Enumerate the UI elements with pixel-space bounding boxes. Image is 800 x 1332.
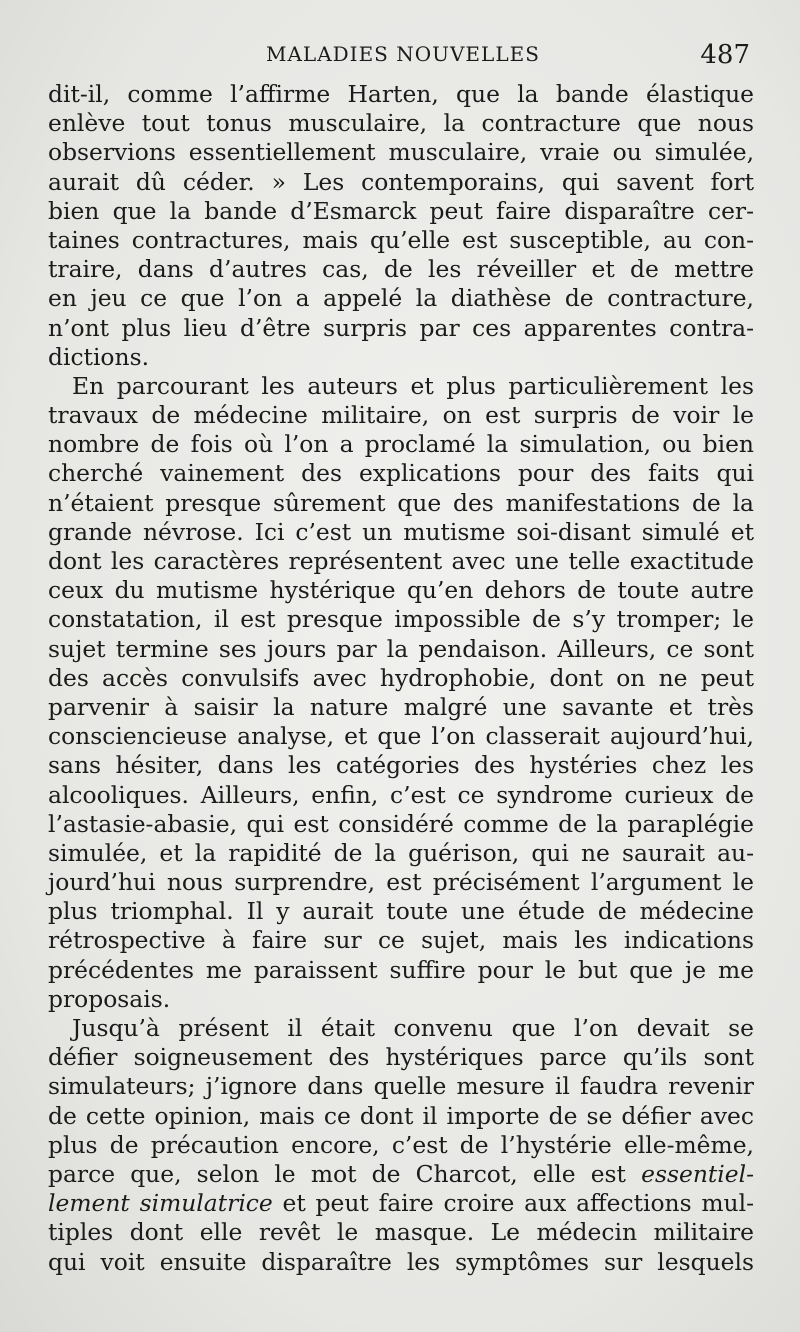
line-text: aurait dû céder. » Les contemporains, qui savent fort	[48, 167, 754, 196]
line-text: dictions.	[48, 342, 150, 371]
text-line	[48, 1160, 754, 1189]
text-line	[48, 401, 754, 430]
line-text: sans hésiter, dans les catégories des hystéries chez les	[48, 751, 754, 780]
text-line	[48, 430, 754, 459]
italic-text: essentiel-	[641, 1159, 754, 1188]
text-line	[48, 109, 754, 138]
line-text: proposais.	[48, 984, 171, 1013]
text-line	[48, 956, 754, 985]
text-line	[48, 1248, 754, 1277]
line-text: dont les caractères représentent avec une telle exactitude	[48, 547, 754, 575]
text-line	[48, 255, 754, 284]
line-text: enlève tout tonus musculaire, la contracture que nous	[48, 109, 754, 138]
line-text: tiples dont elle revêt le masque. Le médecin militaire	[48, 1218, 754, 1247]
text-line	[48, 1218, 754, 1247]
line-text: traire, dans d’autres cas, de les réveiller et de mettre	[48, 255, 754, 284]
text-line	[48, 926, 754, 955]
text-line	[48, 168, 754, 197]
text-line	[48, 839, 754, 868]
line-text: alcooliques. Ailleurs, enfin, c’est ce syndrome curieux de	[48, 780, 754, 809]
text-line	[48, 985, 754, 1014]
text-line	[48, 1189, 754, 1218]
text-line	[48, 868, 754, 897]
text-line	[48, 343, 754, 372]
text-line	[48, 197, 754, 226]
line-text: Jusqu’à présent il était convenu que l’on devait se	[72, 1014, 754, 1042]
line-text: plus de précaution encore, c’est de l’hystérie elle-même,	[48, 1130, 754, 1159]
line-text: défier soigneusement des hystériques parce qu’ils sont	[48, 1043, 754, 1072]
text-line	[48, 80, 754, 109]
text-line	[48, 576, 754, 605]
line-text: observions essentiellement musculaire, vraie ou simulée,	[48, 138, 754, 167]
text-line	[48, 810, 754, 839]
line-text: l’astasie-abasie, qui est considéré comme de la paraplégie	[48, 809, 754, 838]
text-line	[48, 518, 754, 547]
line-text: parvenir à saisir la nature malgré une savante et très	[48, 692, 754, 721]
text-line	[48, 781, 754, 810]
text-line	[48, 314, 754, 343]
line-text: travaux de médecine militaire, on est surpris de voir le	[48, 401, 754, 430]
line-text: En parcourant les auteurs et plus particulièrement les	[72, 371, 754, 400]
text-line	[48, 372, 754, 401]
page-number: 487	[700, 40, 750, 70]
line-text: et peut faire croire aux affections mul-	[272, 1189, 754, 1218]
line-text: jourd’hui nous surprendre, est précisément l’argument le	[48, 868, 754, 897]
text-line	[48, 459, 754, 488]
text-line	[48, 664, 754, 693]
text-line	[48, 722, 754, 751]
line-text: en jeu ce que l’on a appelé la diathèse de contracture,	[48, 284, 754, 313]
text-line	[48, 226, 754, 255]
text-line	[48, 605, 754, 634]
body-text	[48, 80, 754, 1277]
line-text: grande névrose. Ici c’est un mutisme soi-disant simulé et	[48, 517, 754, 546]
text-line	[48, 635, 754, 664]
line-text: rétrospective à faire sur ce sujet, mais les indications	[48, 926, 754, 955]
text-line	[48, 284, 754, 313]
line-text: parce que, selon le mot de Charcot, elle est	[48, 1159, 642, 1188]
text-line	[48, 489, 754, 518]
line-text: cherché vainement des explications pour des faits qui	[48, 459, 754, 488]
line-text: consciencieuse analyse, et que l’on classerait aujourd’hui,	[48, 722, 754, 751]
line-text: bien que la bande d’Esmarck peut faire disparaître cer-	[48, 196, 754, 225]
page-header	[0, 40, 800, 74]
line-text: simulateurs; j’ignore dans quelle mesure il faudra revenir	[48, 1072, 754, 1101]
running-head: MALADIES NOUVELLES	[266, 42, 540, 66]
text-line	[48, 547, 754, 576]
italic-text: lement simulatrice	[48, 1189, 273, 1218]
line-text: des accès convulsifs avec hydrophobie, dont on ne peut	[48, 663, 754, 692]
text-line	[48, 1131, 754, 1160]
line-text: simulée, et la rapidité de la guérison, qui ne saurait au-	[48, 838, 754, 867]
text-line	[48, 138, 754, 167]
line-text: qui voit ensuite disparaître les symptômes sur lesquels	[48, 1247, 754, 1276]
text-line	[48, 1014, 754, 1043]
line-text: n’ont plus lieu d’être surpris par ces apparentes contra-	[48, 313, 754, 342]
line-text: de cette opinion, mais ce dont il importe de se défier avec	[48, 1101, 754, 1130]
line-text: constatation, il est presque impossible de s’y tromper; le	[48, 605, 754, 634]
text-line	[48, 1043, 754, 1072]
line-text: nombre de fois où l’on a proclamé la simulation, ou bien	[48, 430, 754, 459]
text-line	[48, 1072, 754, 1101]
line-text: ceux du mutisme hystérique qu’en dehors de toute autre	[48, 576, 754, 605]
line-text: taines contractures, mais qu’elle est susceptible, au con-	[48, 225, 754, 254]
text-line	[48, 897, 754, 926]
line-text: sujet termine ses jours par la pendaison. Ailleurs, ce sont	[48, 634, 754, 663]
text-line	[48, 693, 754, 722]
line-text: plus triomphal. Il y aurait toute une étude de médecine	[48, 897, 754, 926]
line-text: n’étaient presque sûrement que des manifestations de la	[48, 488, 754, 517]
text-line	[48, 751, 754, 780]
line-text: précédentes me paraissent suffire pour le but que je me	[48, 955, 754, 984]
text-line	[48, 1102, 754, 1131]
line-text: dit-il, comme l’affirme Harten, que la bande élastique	[48, 80, 754, 108]
